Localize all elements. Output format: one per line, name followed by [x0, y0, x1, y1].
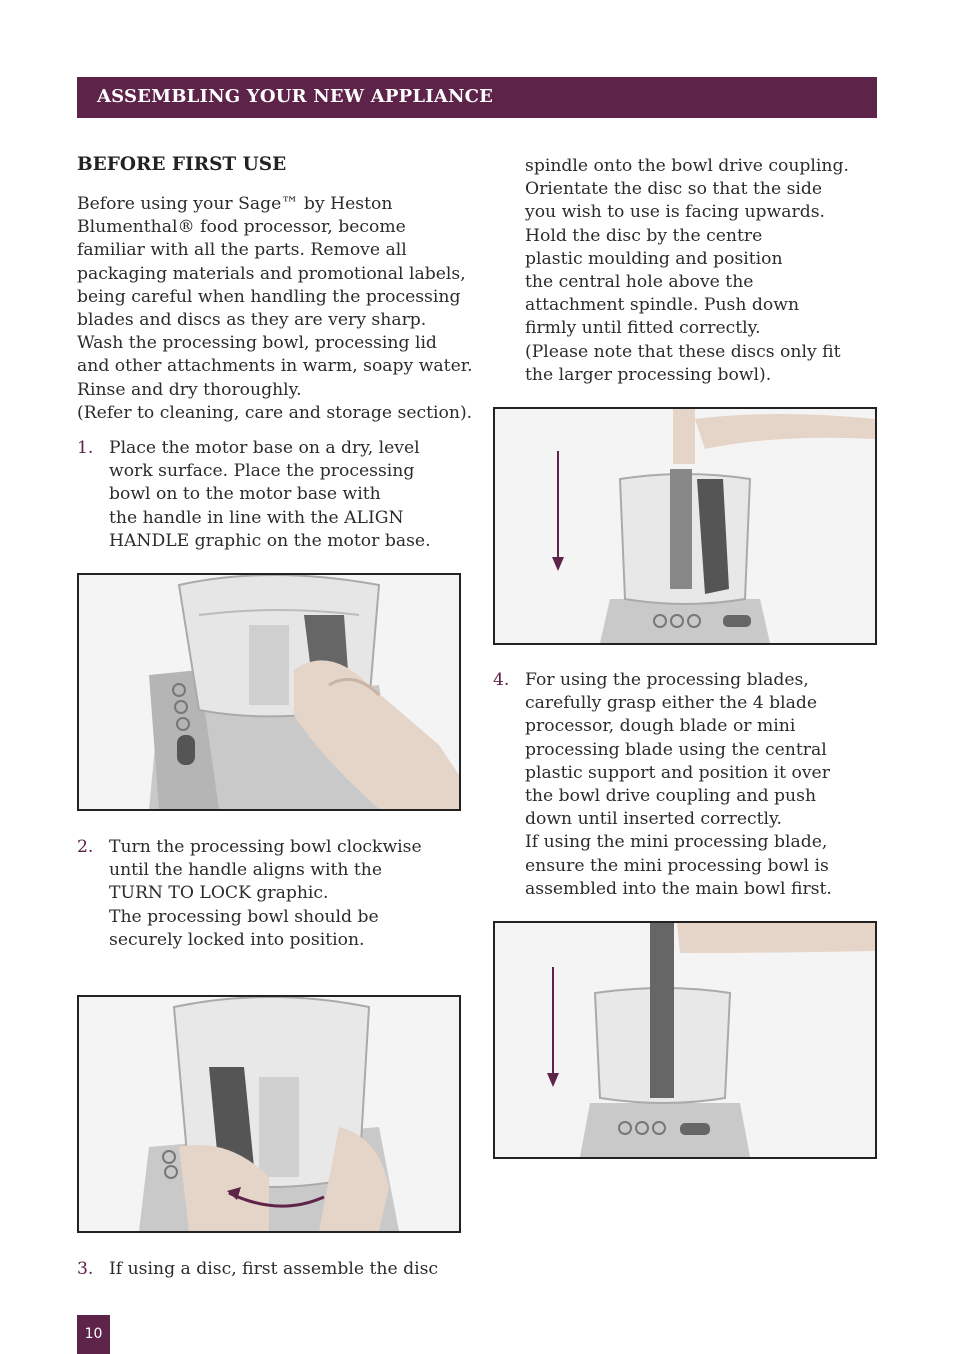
step-number: 3.	[77, 1259, 94, 1279]
step-line: the central hole above the	[525, 272, 754, 293]
intro-line: Before using your Sage™ by Heston	[77, 194, 393, 214]
step-line: down until inserted correctly.	[525, 809, 782, 830]
photo-insert-blade	[493, 921, 877, 1159]
photo-insert-disc	[493, 407, 877, 645]
step-line: plastic support and position it over	[525, 762, 830, 783]
step-line: assembled into the main bowl first.	[525, 878, 832, 899]
step-line: processor, dough blade or mini	[525, 716, 796, 737]
step-line: bowl on to the motor base with	[109, 484, 381, 505]
step-line: HANDLE graphic on the motor base.	[109, 530, 431, 551]
step-line: the bowl drive coupling and push	[525, 786, 817, 807]
step-line: the larger processing bowl).	[525, 364, 772, 385]
intro-line: and other attachments in warm, soapy water.	[77, 356, 473, 377]
photo-align-bowl	[77, 573, 461, 811]
step-line: (Please note that these discs only fit	[525, 341, 841, 362]
step-line: Hold the disc by the centre	[525, 225, 763, 246]
step-line: ensure the mini processing bowl is	[525, 855, 829, 876]
intro-line: packaging materials and promotional labels,	[77, 263, 466, 284]
step-line: firmly until fitted correctly.	[525, 318, 761, 339]
step-line: If using the mini processing blade,	[525, 832, 828, 853]
step-2	[77, 836, 467, 956]
step-line: you wish to use is facing upwards.	[525, 202, 825, 223]
step-4	[493, 669, 877, 904]
photo-turn-to-lock	[77, 995, 461, 1233]
intro-line: familiar with all the parts. Remove all	[77, 240, 407, 261]
step-number: 4.	[493, 670, 510, 690]
step-line: For using the processing blades,	[525, 670, 809, 690]
intro-line: (Refer to cleaning, care and storage section).	[77, 402, 473, 423]
step-line: Turn the processing bowl clockwise	[109, 837, 422, 857]
step-line: The processing bowl should be	[109, 906, 379, 927]
step-1	[77, 437, 467, 557]
step-line: until the handle aligns with the	[109, 860, 383, 881]
subsection-title: BEFORE FIRST USE	[77, 154, 287, 175]
step-line: spindle onto the bowl drive coupling.	[525, 156, 849, 176]
step-text	[109, 836, 422, 952]
intro-line: Rinse and dry thoroughly.	[77, 379, 302, 400]
step-line: If using a disc, first assemble the disc	[109, 1259, 439, 1279]
step-number: 2.	[77, 837, 94, 857]
intro-paragraph	[77, 193, 473, 425]
intro-line: Wash the processing bowl, processing lid	[77, 333, 437, 354]
step-line: Place the motor base on a dry, level	[109, 438, 420, 458]
intro-line: being careful when handling the processing	[77, 286, 461, 307]
step-line: work surface. Place the processing	[109, 461, 415, 482]
step-line: plastic moulding and position	[525, 248, 783, 269]
step-line: the handle in line with the ALIGN	[109, 507, 404, 528]
step-line: securely locked into position.	[109, 929, 365, 950]
step-3-continued	[525, 155, 877, 387]
step-line: processing blade using the central	[525, 739, 827, 760]
section-header-title: ASSEMBLING YOUR NEW APPLIANCE	[97, 86, 494, 107]
step-line: Orientate the disc so that the side	[525, 179, 823, 200]
section-header-bar	[77, 77, 877, 118]
step-line: attachment spindle. Push down	[525, 295, 800, 316]
step-3	[77, 1258, 467, 1282]
step-number: 1.	[77, 438, 94, 458]
step-line: TURN TO LOCK graphic.	[109, 883, 329, 904]
intro-line: blades and discs as they are very sharp.	[77, 310, 427, 331]
page-number: 10	[77, 1315, 110, 1354]
step-text	[109, 437, 431, 553]
step-text	[525, 669, 832, 901]
step-line: carefully grasp either the 4 blade	[525, 693, 818, 714]
step-text	[109, 1258, 438, 1281]
intro-line: Blumenthal® food processor, become	[77, 217, 406, 238]
